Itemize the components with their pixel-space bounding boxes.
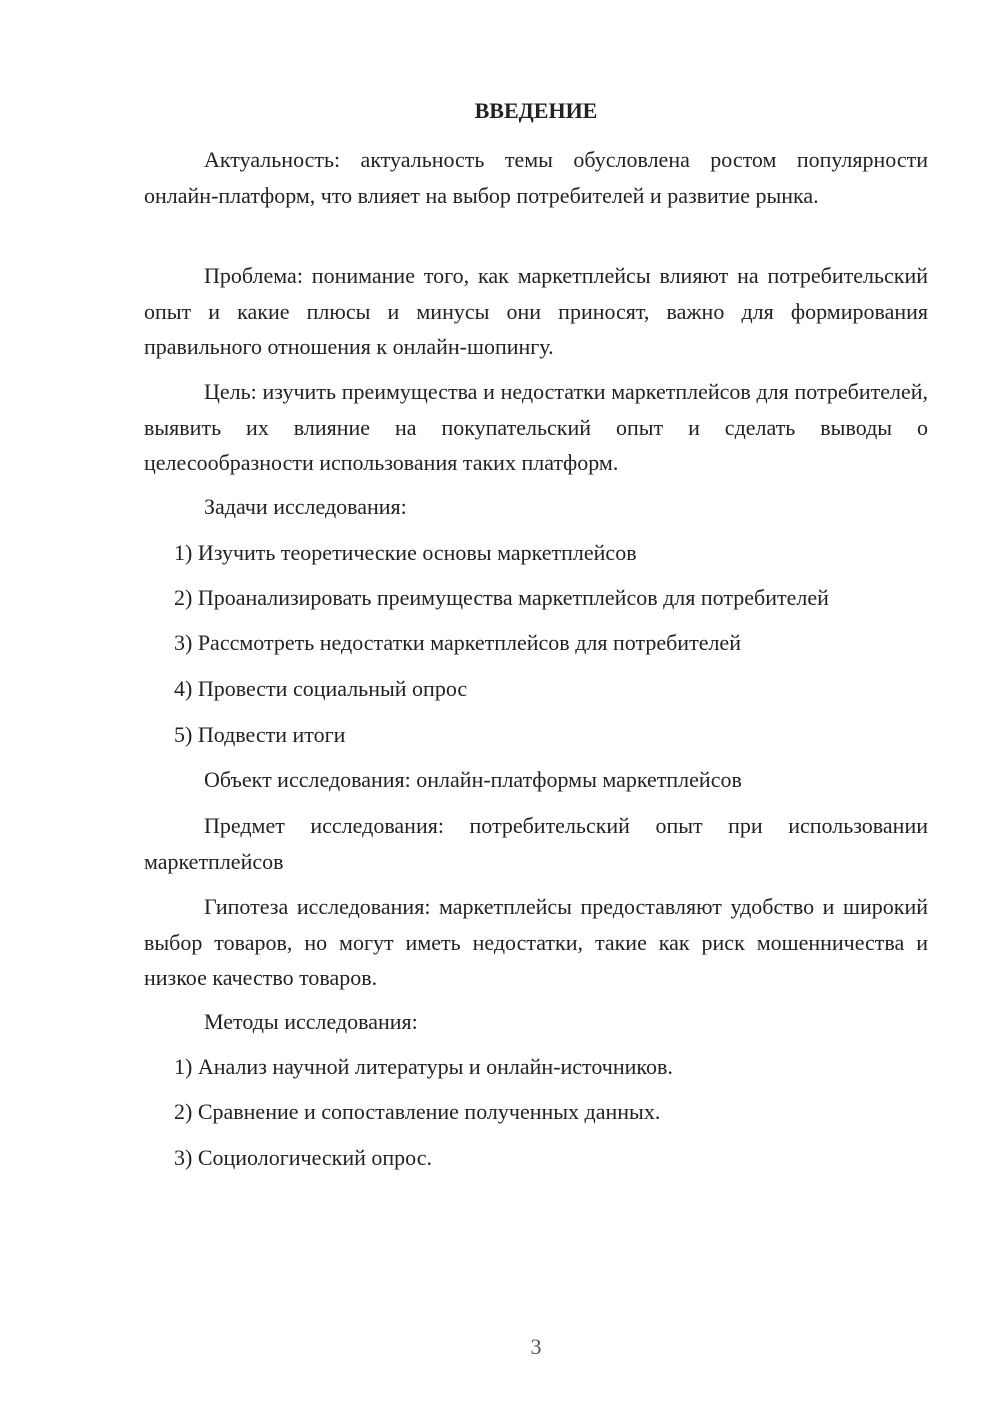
task-item-3: 3) Рассмотреть недостатки маркетплейсов для потребителей [174,630,741,655]
page-title: ВВЕДЕНИЕ [474,98,598,123]
task-item-2: 2) Проанализировать преимущества маркетплейсов для потребителей [174,585,829,610]
methods-heading: Методы исследования: [204,1009,418,1034]
task-item-4: 4) Провести социальный опрос [174,676,468,701]
object-line: Объект исследования: онлайн-платформы маркетплейсов [204,767,742,792]
task-item-1: 1) Изучить теоретические основы маркетплейсов [174,540,637,565]
task-item-5: 5) Подвести итоги [174,722,346,747]
method-item-3: 3) Социологический опрос. [174,1145,432,1170]
subject-paragraph: Предмет исследования: потребительский опыт при использовании маркетплейсов [144,813,928,874]
goal-paragraph: Цель: изучить преимущества и недостатки маркетплейсов для потребителей, выявить их влияние на покупательский опыт и сделать выводы о целесообразности использования таких платформ. [144,379,928,475]
page-number: 3 [530,1334,542,1359]
method-item-1: 1) Анализ научной литературы и онлайн-источников. [174,1054,673,1079]
relevance-paragraph: Актуальность: актуальность темы обусловлена ростом популярности онлайн-платформ, что влияет на выбор потребителей и развитие рынка. [144,147,928,208]
tasks-heading: Задачи исследования: [204,494,407,519]
hypothesis-paragraph: Гипотеза исследования: маркетплейсы предоставляют удобство и широкий выбор товаров, но могут иметь недостатки, такие как риск мошенничества и низкое качество товаров. [144,894,928,990]
method-item-2: 2) Сравнение и сопоставление полученных данных. [174,1099,661,1124]
problem-paragraph: Проблема: понимание того, как маркетплейсы влияют на потребительский опыт и какие плюсы и минусы они приносят, важно для формирования правильного отношения к онлайн-шопингу. [144,263,928,359]
